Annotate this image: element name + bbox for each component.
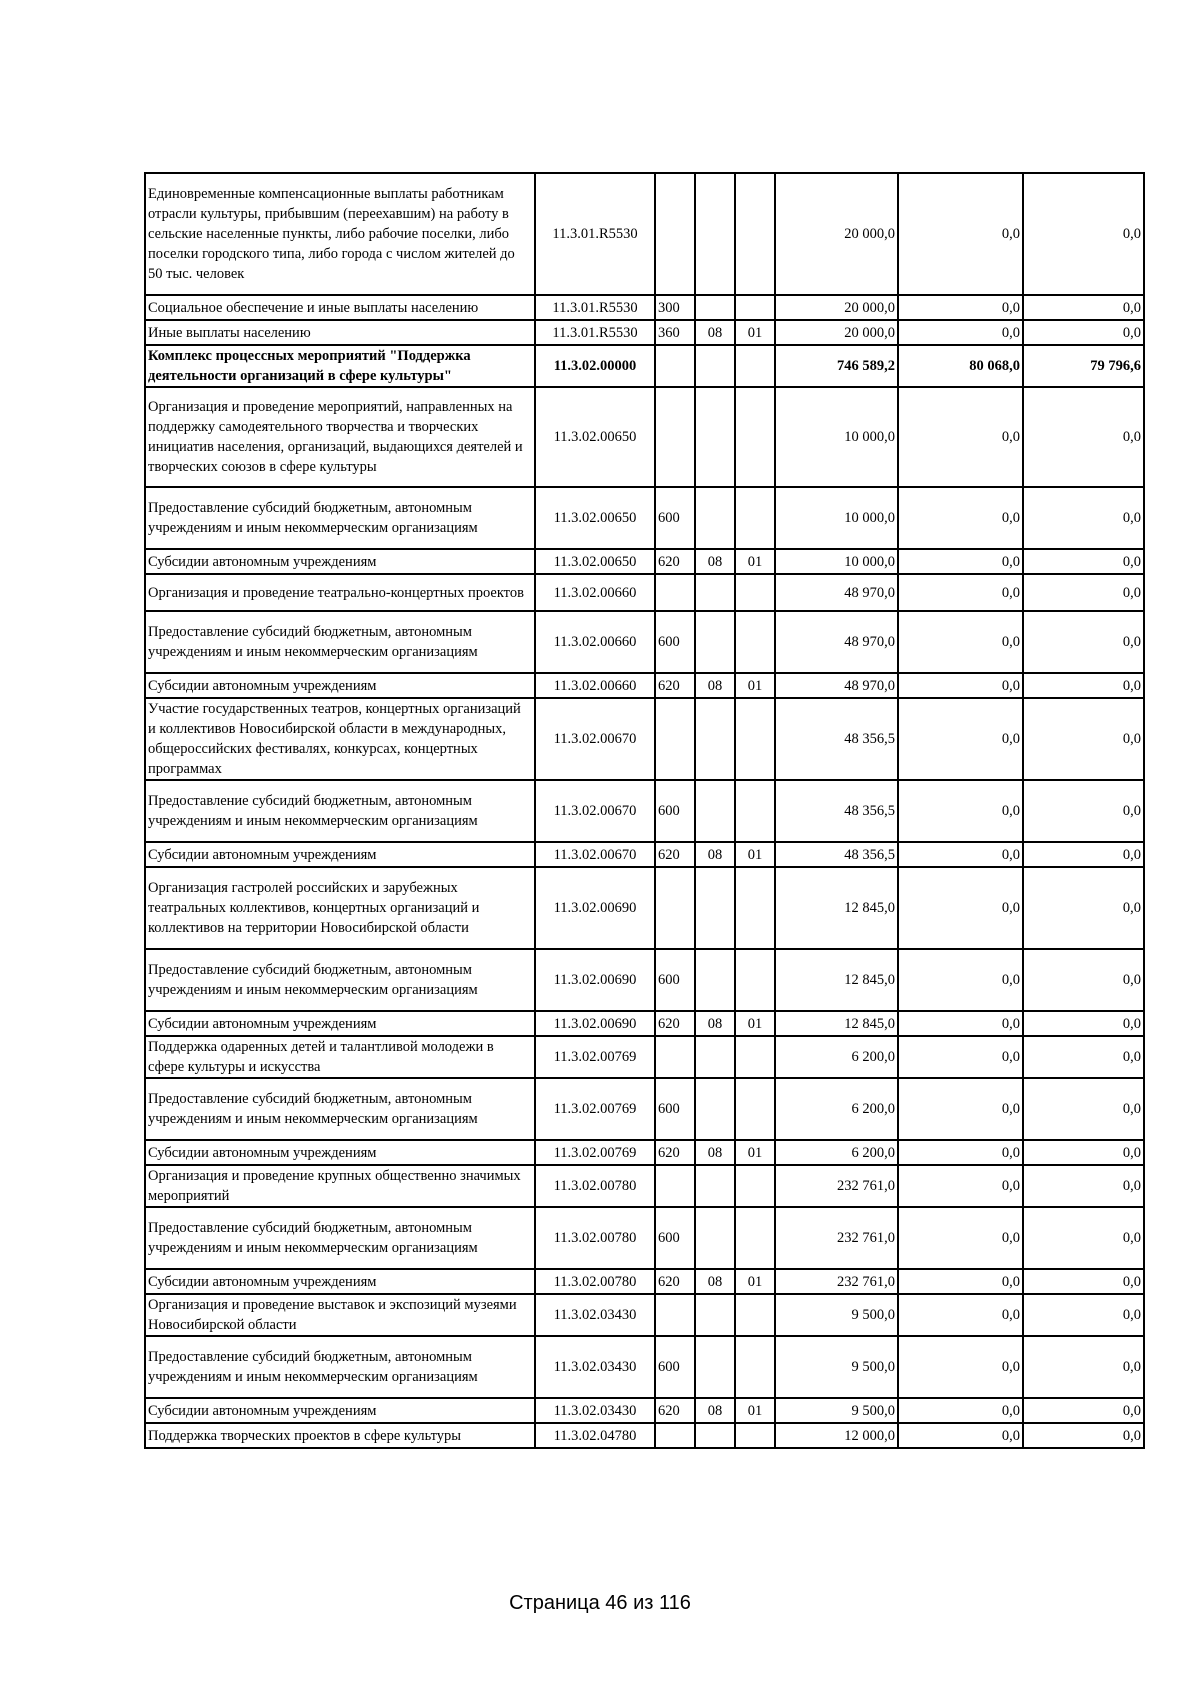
row-subsection <box>735 1165 775 1207</box>
row-sum-year-2: 0,0 <box>898 1036 1023 1078</box>
row-expense-type <box>655 1423 695 1448</box>
row-name: Предоставление субсидий бюджетным, автономным учреждениям и иным некоммерческим организациям <box>145 1078 535 1140</box>
row-sum-year-3: 0,0 <box>1023 1165 1144 1207</box>
row-sum-year-2: 0,0 <box>898 549 1023 574</box>
row-expense-type: 600 <box>655 1336 695 1398</box>
table-row <box>145 842 1144 867</box>
row-sum-year-2: 0,0 <box>898 867 1023 949</box>
row-sum-year-3: 0,0 <box>1023 1269 1144 1294</box>
row-expense-type: 600 <box>655 780 695 842</box>
row-section: 08 <box>695 842 735 867</box>
row-subsection <box>735 345 775 387</box>
row-target-code: 11.3.02.00780 <box>535 1165 655 1207</box>
row-sum-year-2: 0,0 <box>898 780 1023 842</box>
row-sum-year-1: 20 000,0 <box>775 320 898 345</box>
row-name: Субсидии автономным учреждениям <box>145 842 535 867</box>
row-sum-year-1: 9 500,0 <box>775 1398 898 1423</box>
row-sum-year-1: 48 970,0 <box>775 611 898 673</box>
row-target-code: 11.3.02.00670 <box>535 842 655 867</box>
row-target-code: 11.3.02.00780 <box>535 1207 655 1269</box>
row-name: Организация гастролей российских и зарубежных театральных коллективов, концертных организаций и коллективов на территории Новосибирской области <box>145 867 535 949</box>
row-target-code: 11.3.02.00660 <box>535 574 655 611</box>
row-section <box>695 574 735 611</box>
table-row <box>145 673 1144 698</box>
row-sum-year-3: 0,0 <box>1023 1011 1144 1036</box>
row-subsection <box>735 1294 775 1336</box>
row-subsection: 01 <box>735 1140 775 1165</box>
row-section <box>695 1207 735 1269</box>
row-target-code: 11.3.02.00650 <box>535 487 655 549</box>
row-subsection <box>735 1078 775 1140</box>
row-sum-year-3: 0,0 <box>1023 1207 1144 1269</box>
row-subsection <box>735 487 775 549</box>
row-target-code: 11.3.02.00670 <box>535 698 655 780</box>
row-sum-year-1: 12 845,0 <box>775 1011 898 1036</box>
row-section <box>695 295 735 320</box>
row-target-code: 11.3.02.00690 <box>535 949 655 1011</box>
row-expense-type <box>655 345 695 387</box>
table-row <box>145 1294 1144 1336</box>
row-name: Предоставление субсидий бюджетным, автономным учреждениям и иным некоммерческим организациям <box>145 1207 535 1269</box>
row-target-code: 11.3.02.00650 <box>535 387 655 487</box>
row-name: Субсидии автономным учреждениям <box>145 1398 535 1423</box>
row-sum-year-1: 48 970,0 <box>775 574 898 611</box>
row-section <box>695 867 735 949</box>
row-name: Комплекс процессных мероприятий "Поддержка деятельности организаций в сфере культуры" <box>145 345 535 387</box>
row-section <box>695 1336 735 1398</box>
row-section <box>695 698 735 780</box>
row-sum-year-1: 12 000,0 <box>775 1423 898 1448</box>
row-sum-year-1: 9 500,0 <box>775 1336 898 1398</box>
row-sum-year-2: 0,0 <box>898 1165 1023 1207</box>
row-sum-year-1: 20 000,0 <box>775 173 898 295</box>
row-target-code: 11.3.02.00000 <box>535 345 655 387</box>
row-subsection: 01 <box>735 1398 775 1423</box>
row-sum-year-3: 0,0 <box>1023 867 1144 949</box>
row-name: Субсидии автономным учреждениям <box>145 549 535 574</box>
row-sum-year-2: 0,0 <box>898 842 1023 867</box>
row-name: Организация и проведение театрально-концертных проектов <box>145 574 535 611</box>
row-sum-year-3: 0,0 <box>1023 387 1144 487</box>
row-sum-year-3: 0,0 <box>1023 487 1144 549</box>
row-expense-type <box>655 1165 695 1207</box>
row-section: 08 <box>695 549 735 574</box>
row-sum-year-1: 48 970,0 <box>775 673 898 698</box>
row-expense-type <box>655 574 695 611</box>
row-name: Субсидии автономным учреждениям <box>145 1140 535 1165</box>
row-section: 08 <box>695 320 735 345</box>
row-expense-type: 600 <box>655 1078 695 1140</box>
row-subsection <box>735 1423 775 1448</box>
row-section <box>695 611 735 673</box>
row-subsection: 01 <box>735 842 775 867</box>
row-name: Предоставление субсидий бюджетным, автономным учреждениям и иным некоммерческим организациям <box>145 1336 535 1398</box>
row-expense-type: 600 <box>655 1207 695 1269</box>
row-sum-year-2: 0,0 <box>898 1078 1023 1140</box>
row-sum-year-1: 10 000,0 <box>775 487 898 549</box>
row-subsection: 01 <box>735 1269 775 1294</box>
budget-table <box>144 172 1145 1449</box>
row-target-code: 11.3.02.00650 <box>535 549 655 574</box>
row-target-code: 11.3.01.R5530 <box>535 320 655 345</box>
row-sum-year-2: 0,0 <box>898 295 1023 320</box>
row-target-code: 11.3.02.00660 <box>535 611 655 673</box>
row-sum-year-1: 746 589,2 <box>775 345 898 387</box>
table-row <box>145 345 1144 387</box>
row-sum-year-2: 0,0 <box>898 487 1023 549</box>
row-section <box>695 345 735 387</box>
row-sum-year-2: 80 068,0 <box>898 345 1023 387</box>
row-target-code: 11.3.02.00769 <box>535 1036 655 1078</box>
row-name: Организация и проведение мероприятий, направленных на поддержку самодеятельного творчества и творческих инициатив населения, организаций, выдающихся деятелей и творческих союзов в сфере культуры <box>145 387 535 487</box>
row-sum-year-3: 0,0 <box>1023 673 1144 698</box>
row-target-code: 11.3.02.00769 <box>535 1140 655 1165</box>
row-section <box>695 1423 735 1448</box>
table-row <box>145 1165 1144 1207</box>
row-sum-year-3: 0,0 <box>1023 611 1144 673</box>
table-row <box>145 549 1144 574</box>
row-target-code: 11.3.02.00780 <box>535 1269 655 1294</box>
row-sum-year-1: 232 761,0 <box>775 1165 898 1207</box>
row-sum-year-1: 48 356,5 <box>775 698 898 780</box>
row-target-code: 11.3.01.R5530 <box>535 295 655 320</box>
row-name: Организация и проведение крупных общественно значимых мероприятий <box>145 1165 535 1207</box>
row-expense-type: 600 <box>655 949 695 1011</box>
row-sum-year-3: 0,0 <box>1023 320 1144 345</box>
row-sum-year-2: 0,0 <box>898 673 1023 698</box>
row-name: Участие государственных театров, концертных организаций и коллективов Новосибирской области в международных, общероссийских фестивалях, конкурсах, концертных программах <box>145 698 535 780</box>
row-subsection <box>735 387 775 487</box>
row-sum-year-1: 6 200,0 <box>775 1140 898 1165</box>
row-name: Субсидии автономным учреждениям <box>145 1011 535 1036</box>
row-subsection: 01 <box>735 673 775 698</box>
row-sum-year-3: 0,0 <box>1023 1398 1144 1423</box>
row-sum-year-3: 0,0 <box>1023 1036 1144 1078</box>
row-target-code: 11.3.02.00660 <box>535 673 655 698</box>
row-name: Субсидии автономным учреждениям <box>145 1269 535 1294</box>
table-row <box>145 780 1144 842</box>
row-expense-type: 600 <box>655 487 695 549</box>
row-target-code: 11.3.02.03430 <box>535 1294 655 1336</box>
row-sum-year-1: 6 200,0 <box>775 1078 898 1140</box>
row-subsection <box>735 1336 775 1398</box>
row-subsection <box>735 611 775 673</box>
row-sum-year-2: 0,0 <box>898 320 1023 345</box>
row-sum-year-1: 12 845,0 <box>775 867 898 949</box>
row-subsection <box>735 780 775 842</box>
row-section <box>695 1078 735 1140</box>
row-target-code: 11.3.02.03430 <box>535 1336 655 1398</box>
table-row <box>145 1011 1144 1036</box>
row-expense-type <box>655 867 695 949</box>
row-target-code: 11.3.02.00769 <box>535 1078 655 1140</box>
row-subsection: 01 <box>735 549 775 574</box>
row-sum-year-3: 0,0 <box>1023 1336 1144 1398</box>
row-name: Предоставление субсидий бюджетным, автономным учреждениям и иным некоммерческим организациям <box>145 611 535 673</box>
row-sum-year-1: 10 000,0 <box>775 549 898 574</box>
row-section <box>695 949 735 1011</box>
row-subsection: 01 <box>735 320 775 345</box>
row-sum-year-3: 0,0 <box>1023 1140 1144 1165</box>
row-name: Предоставление субсидий бюджетным, автономным учреждениям и иным некоммерческим организациям <box>145 780 535 842</box>
row-sum-year-2: 0,0 <box>898 1423 1023 1448</box>
table-row <box>145 1336 1144 1398</box>
row-target-code: 11.3.02.00690 <box>535 867 655 949</box>
row-sum-year-1: 9 500,0 <box>775 1294 898 1336</box>
table-row <box>145 1269 1144 1294</box>
row-expense-type: 620 <box>655 673 695 698</box>
row-target-code: 11.3.02.04780 <box>535 1423 655 1448</box>
table-row <box>145 611 1144 673</box>
row-name: Организация и проведение выставок и экспозиций музеями Новосибирской области <box>145 1294 535 1336</box>
row-target-code: 11.3.02.00670 <box>535 780 655 842</box>
row-sum-year-3: 0,0 <box>1023 1294 1144 1336</box>
row-sum-year-2: 0,0 <box>898 1294 1023 1336</box>
row-name: Предоставление субсидий бюджетным, автономным учреждениям и иным некоммерческим организациям <box>145 949 535 1011</box>
row-section <box>695 387 735 487</box>
row-sum-year-3: 0,0 <box>1023 780 1144 842</box>
row-sum-year-1: 12 845,0 <box>775 949 898 1011</box>
row-expense-type: 620 <box>655 1398 695 1423</box>
row-sum-year-2: 0,0 <box>898 574 1023 611</box>
row-expense-type <box>655 1036 695 1078</box>
row-sum-year-2: 0,0 <box>898 698 1023 780</box>
row-section: 08 <box>695 1398 735 1423</box>
table-row <box>145 574 1144 611</box>
table-row <box>145 173 1144 295</box>
row-sum-year-1: 10 000,0 <box>775 387 898 487</box>
row-name: Социальное обеспечение и иные выплаты населению <box>145 295 535 320</box>
row-expense-type: 620 <box>655 1011 695 1036</box>
table-row <box>145 387 1144 487</box>
row-section <box>695 1294 735 1336</box>
row-sum-year-3: 0,0 <box>1023 549 1144 574</box>
row-expense-type <box>655 173 695 295</box>
row-expense-type <box>655 1294 695 1336</box>
row-name: Поддержка одаренных детей и талантливой молодежи в сфере культуры и искусства <box>145 1036 535 1078</box>
row-section: 08 <box>695 673 735 698</box>
row-sum-year-3: 79 796,6 <box>1023 345 1144 387</box>
row-subsection <box>735 949 775 1011</box>
row-sum-year-2: 0,0 <box>898 1269 1023 1294</box>
row-target-code: 11.3.02.00690 <box>535 1011 655 1036</box>
row-sum-year-2: 0,0 <box>898 949 1023 1011</box>
table-row <box>145 1423 1144 1448</box>
row-sum-year-2: 0,0 <box>898 611 1023 673</box>
row-target-code: 11.3.01.R5530 <box>535 173 655 295</box>
row-sum-year-2: 0,0 <box>898 1140 1023 1165</box>
row-target-code: 11.3.02.03430 <box>535 1398 655 1423</box>
row-sum-year-1: 20 000,0 <box>775 295 898 320</box>
row-sum-year-2: 0,0 <box>898 1011 1023 1036</box>
row-expense-type: 300 <box>655 295 695 320</box>
row-sum-year-1: 48 356,5 <box>775 842 898 867</box>
row-sum-year-3: 0,0 <box>1023 842 1144 867</box>
row-sum-year-2: 0,0 <box>898 1336 1023 1398</box>
table-row <box>145 487 1144 549</box>
row-section <box>695 780 735 842</box>
row-name: Поддержка творческих проектов в сфере культуры <box>145 1423 535 1448</box>
table-row <box>145 867 1144 949</box>
table-row <box>145 698 1144 780</box>
table-row <box>145 1398 1144 1423</box>
row-expense-type: 620 <box>655 842 695 867</box>
row-section: 08 <box>695 1011 735 1036</box>
row-sum-year-3: 0,0 <box>1023 1423 1144 1448</box>
row-expense-type: 600 <box>655 611 695 673</box>
table-row <box>145 295 1144 320</box>
row-name: Предоставление субсидий бюджетным, автономным учреждениям и иным некоммерческим организациям <box>145 487 535 549</box>
row-subsection <box>735 1207 775 1269</box>
row-section: 08 <box>695 1140 735 1165</box>
row-name: Иные выплаты населению <box>145 320 535 345</box>
row-subsection <box>735 698 775 780</box>
table-row <box>145 949 1144 1011</box>
row-sum-year-2: 0,0 <box>898 173 1023 295</box>
row-sum-year-3: 0,0 <box>1023 949 1144 1011</box>
row-name: Субсидии автономным учреждениям <box>145 673 535 698</box>
row-sum-year-3: 0,0 <box>1023 574 1144 611</box>
row-sum-year-3: 0,0 <box>1023 1078 1144 1140</box>
row-subsection <box>735 295 775 320</box>
table-row <box>145 1140 1144 1165</box>
row-subsection <box>735 574 775 611</box>
row-section <box>695 1036 735 1078</box>
row-section: 08 <box>695 1269 735 1294</box>
row-subsection <box>735 1036 775 1078</box>
table-row <box>145 320 1144 345</box>
table-row <box>145 1078 1144 1140</box>
row-expense-type: 620 <box>655 1140 695 1165</box>
row-expense-type: 360 <box>655 320 695 345</box>
row-sum-year-2: 0,0 <box>898 387 1023 487</box>
row-subsection: 01 <box>735 1011 775 1036</box>
row-expense-type: 620 <box>655 1269 695 1294</box>
row-name: Единовременные компенсационные выплаты работникам отрасли культуры, прибывшим (переехавшим) на работу в сельские населенные пункты, либо рабочие поселки, либо поселки городского типа, либо города с числом жителей до 50 тыс. человек <box>145 173 535 295</box>
row-sum-year-1: 48 356,5 <box>775 780 898 842</box>
row-section <box>695 173 735 295</box>
row-expense-type <box>655 387 695 487</box>
table-row <box>145 1207 1144 1269</box>
row-subsection <box>735 173 775 295</box>
table-row <box>145 1036 1144 1078</box>
row-sum-year-2: 0,0 <box>898 1207 1023 1269</box>
row-sum-year-1: 232 761,0 <box>775 1207 898 1269</box>
row-sum-year-3: 0,0 <box>1023 173 1144 295</box>
row-sum-year-1: 6 200,0 <box>775 1036 898 1078</box>
row-sum-year-3: 0,0 <box>1023 698 1144 780</box>
row-sum-year-1: 232 761,0 <box>775 1269 898 1294</box>
row-subsection <box>735 867 775 949</box>
row-section <box>695 487 735 549</box>
row-sum-year-2: 0,0 <box>898 1398 1023 1423</box>
row-section <box>695 1165 735 1207</box>
page-number: Страница 46 из 116 <box>509 1592 691 1614</box>
row-expense-type: 620 <box>655 549 695 574</box>
row-sum-year-3: 0,0 <box>1023 295 1144 320</box>
row-expense-type <box>655 698 695 780</box>
